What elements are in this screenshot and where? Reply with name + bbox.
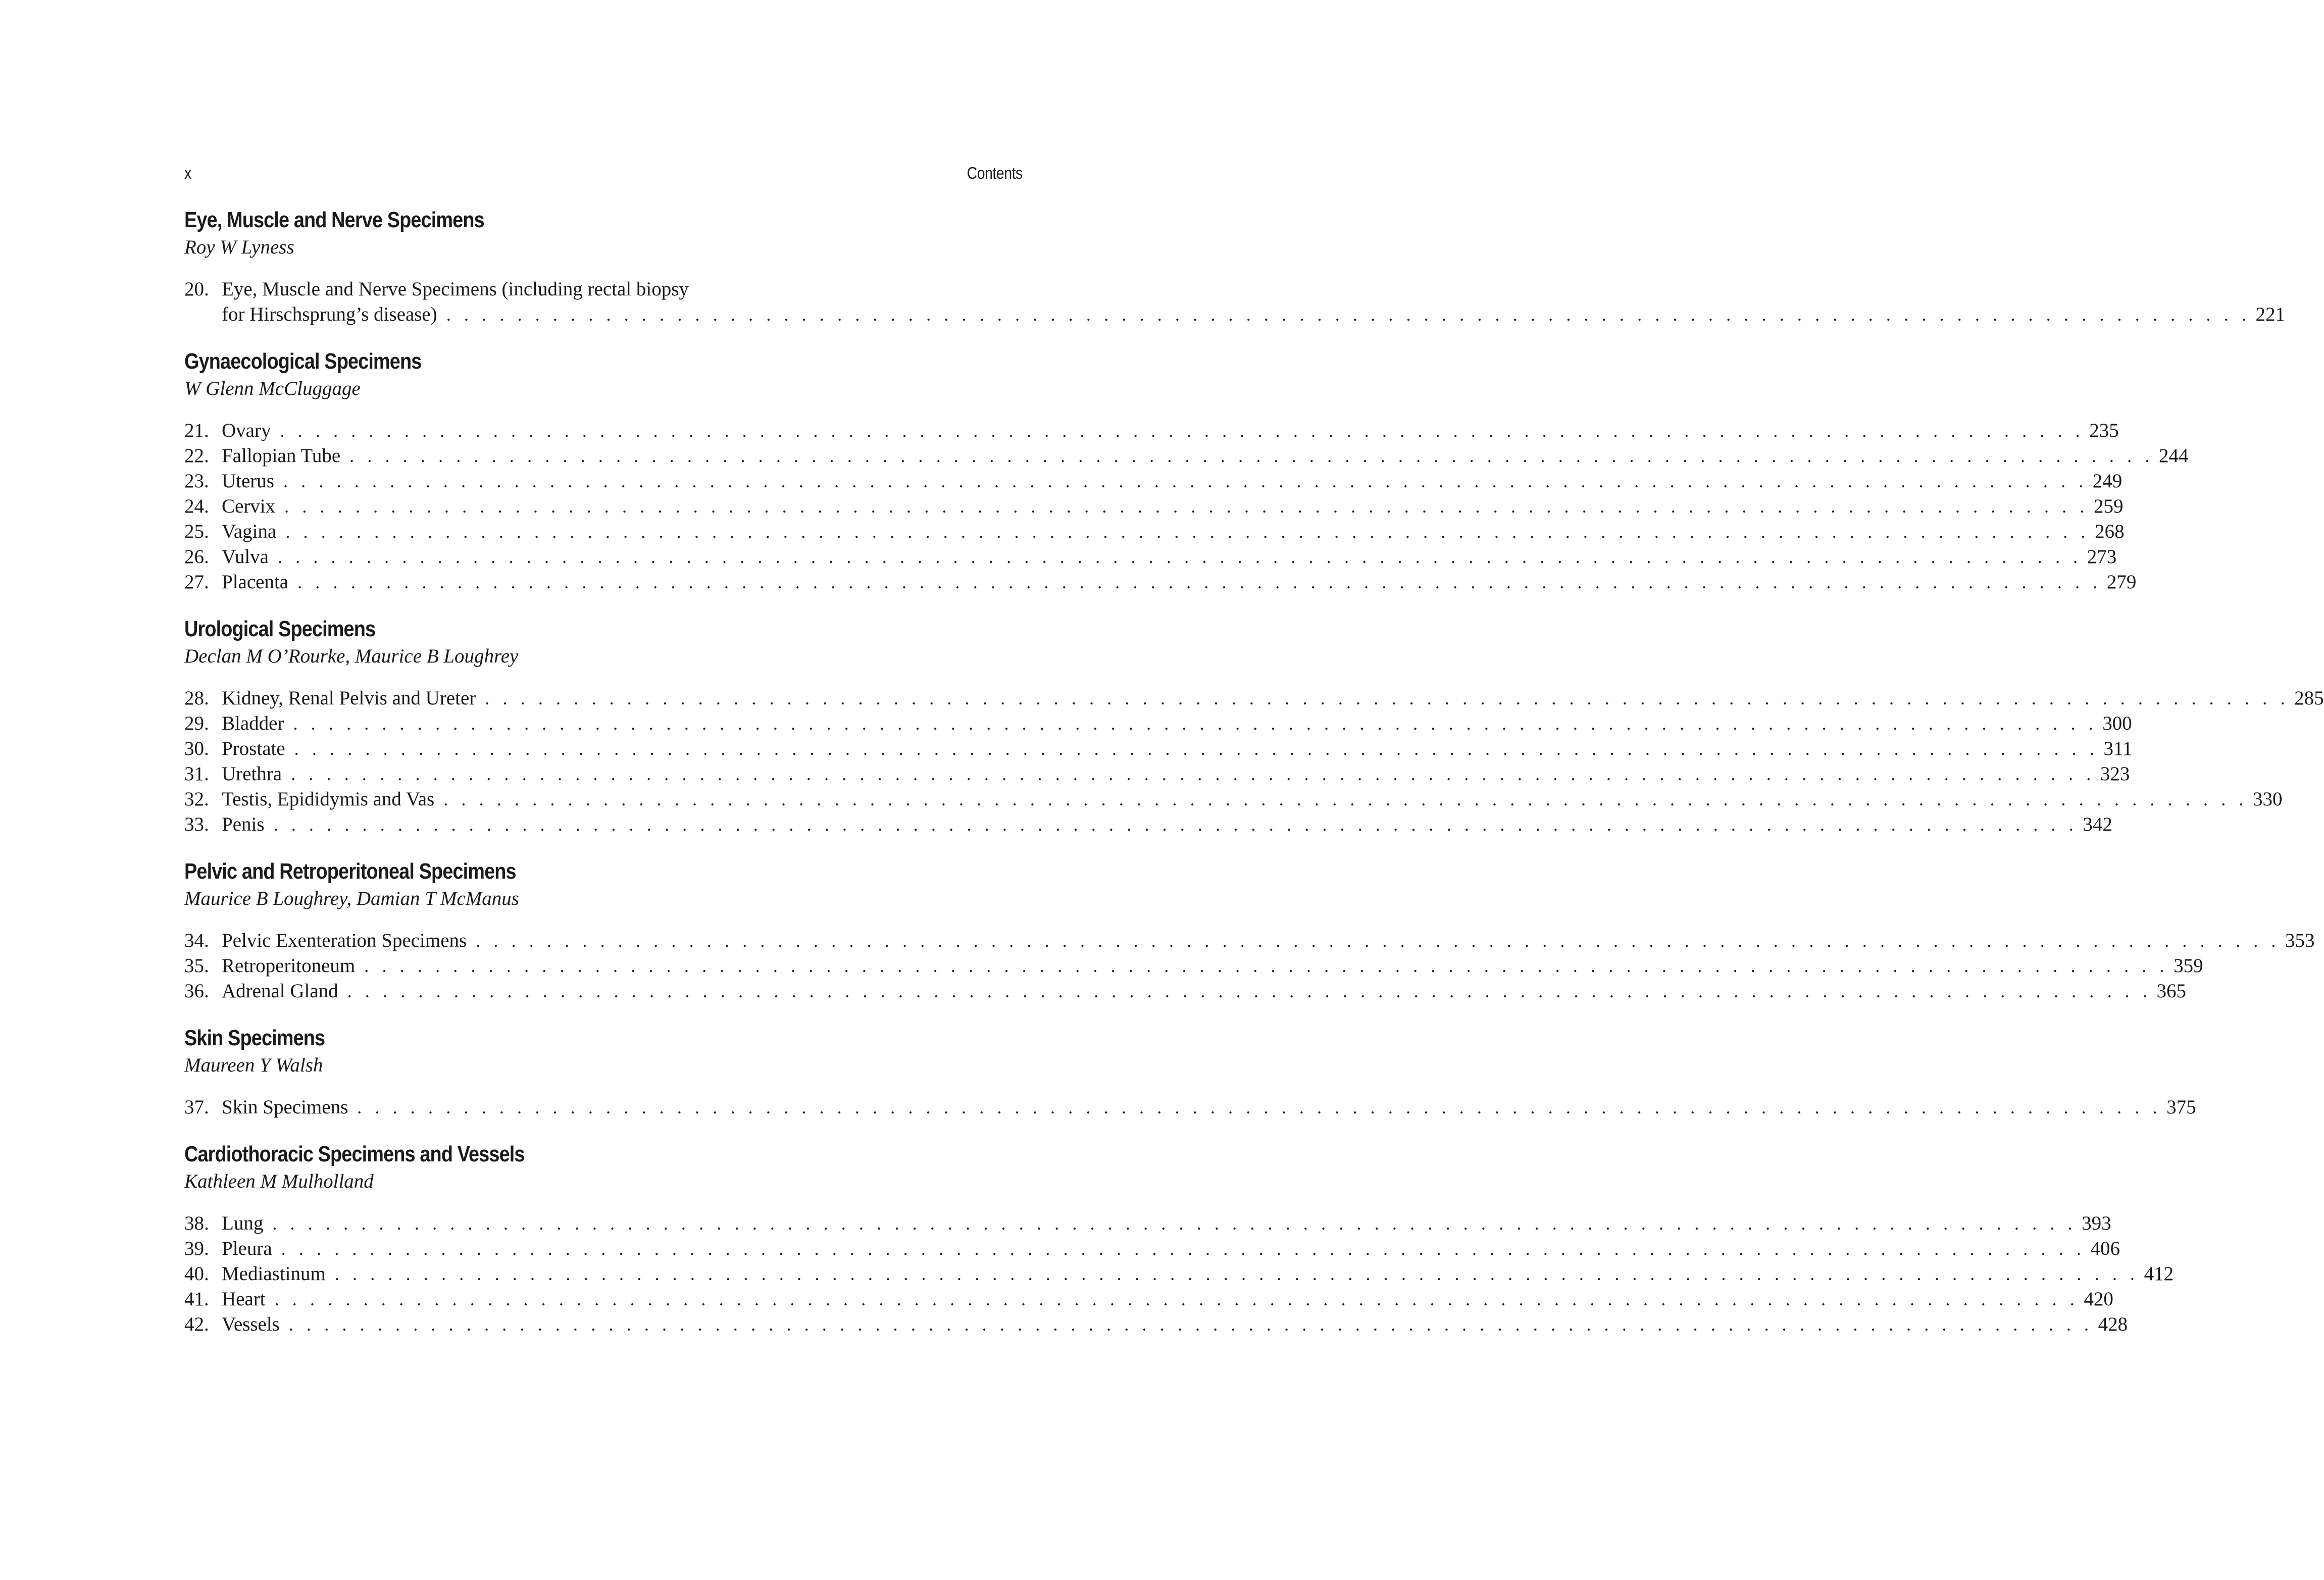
section-authors: Maurice B Loughrey, Damian T McManus — [184, 888, 519, 909]
toc-entry[interactable] — [184, 736, 2133, 761]
chapter-number: 37. — [184, 1096, 209, 1118]
dot-leader: . . . . . . . . . . . . . . . . . . . . . . . . . . . . . . . . . . . . . . . . . . . . . . . . . . . . . . . . . . . . . . . . . . . . . . . . . . . . . . . . . . . . . . . . . . . . . . . . . . . . . . — [476, 931, 2281, 951]
chapter-title-line1: Eye, Muscle and Nerve Specimens (including rectal biopsy — [222, 278, 689, 300]
toc-section — [184, 1024, 2196, 1120]
toc-list — [184, 1211, 2174, 1337]
toc-entry[interactable] — [184, 1261, 2174, 1287]
chapter-title: Testis, Epididymis and Vas — [222, 788, 435, 810]
dot-leader: . . . . . . . . . . . . . . . . . . . . . . . . . . . . . . . . . . . . . . . . . . . . . . . . . . . . . . . . . . . . . . . . . . . . . . . . . . . . . . . . . . . . . . . . . . . . . . . . . . . . . . — [273, 814, 2078, 835]
dot-leader: . . . . . . . . . . . . . . . . . . . . . . . . . . . . . . . . . . . . . . . . . . . . . . . . . . . . . . . . . . . . . . . . . . . . . . . . . . . . . . . . . . . . . . . . . . . . . . . . . . . . . . — [274, 1289, 2079, 1309]
chapter-title: Placenta — [222, 571, 289, 593]
page-number: 330 — [2253, 788, 2283, 810]
dot-leader: . . . . . . . . . . . . . . . . . . . . . . . . . . . . . . . . . . . . . . . . . . . . . . . . . . . . . . . . . . . . . . . . . . . . . . . . . . . . . . . . . . . . . . . . . . . . . . . . . . . . . . — [347, 981, 2152, 1001]
chapter-number: 35. — [184, 955, 209, 977]
chapter-number: 31. — [184, 763, 209, 785]
toc-entry[interactable] — [184, 570, 2137, 595]
chapter-number: 24. — [184, 495, 209, 517]
toc-entry[interactable] — [184, 519, 2125, 544]
page-number: 279 — [2106, 571, 2137, 593]
toc-entry[interactable] — [184, 1236, 2120, 1261]
chapter-title: Mediastinum — [222, 1263, 326, 1285]
dot-leader: . . . . . . . . . . . . . . . . . . . . . . . . . . . . . . . . . . . . . . . . . . . . . . . . . . . . . . . . . . . . . . . . . . . . . . . . . . . . . . . . . . . . . . . . . . . . . . . . . . . . . . — [272, 1213, 2077, 1234]
chapter-title: Bladder — [222, 712, 284, 734]
chapter-title: for Hirschsprung’s disease) — [222, 303, 437, 325]
running-title: Contents — [967, 164, 1023, 182]
page-number: 342 — [2083, 813, 2112, 835]
toc-entry[interactable] — [184, 812, 2112, 837]
section-authors: W Glenn McCluggage — [184, 378, 361, 399]
toc-entry[interactable] — [184, 761, 2130, 787]
page-number: 249 — [2092, 470, 2123, 492]
contents-page — [184, 161, 2324, 1337]
toc-entry[interactable] — [184, 787, 2283, 812]
chapter-number: 36. — [184, 980, 209, 1002]
toc-entry[interactable] — [184, 1287, 2113, 1312]
page-number: 244 — [2158, 445, 2189, 467]
toc-entry[interactable] — [184, 1211, 2111, 1236]
toc-entry[interactable] — [184, 928, 2315, 953]
dot-leader: . . . . . . . . . . . . . . . . . . . . . . . . . . . . . . . . . . . . . . . . . . . . . . . . . . . . . . . . . . . . . . . . . . . . . . . . . . . . . . . . . . . . . . . . . . . . . . . . . . . . . . — [283, 471, 2088, 491]
dot-leader: . . . . . . . . . . . . . . . . . . . . . . . . . . . . . . . . . . . . . . . . . . . . . . . . . . . . . . . . . . . . . . . . . . . . . . . . . . . . . . . . . . . . . . . . . . . . . . . . . . . . . . — [364, 956, 2169, 976]
chapter-title: Ovary — [222, 420, 271, 441]
page-number: 393 — [2082, 1212, 2111, 1234]
page-number: 406 — [2090, 1238, 2120, 1259]
chapter-title: Heart — [222, 1288, 266, 1310]
toc-entry[interactable] — [184, 443, 2189, 469]
chapter-title: Fallopian Tube — [222, 445, 341, 467]
section-title: Skin Specimens — [184, 1026, 325, 1050]
toc-section — [184, 206, 2286, 327]
dot-leader: . . . . . . . . . . . . . . . . . . . . . . . . . . . . . . . . . . . . . . . . . . . . . . . . . . . . . . . . . . . . . . . . . . . . . . . . . . . . . . . . . . . . . . . . . . . . . . . . . . . . . . — [334, 1264, 2139, 1284]
dot-leader: . . . . . . . . . . . . . . . . . . . . . . . . . . . . . . . . . . . . . . . . . . . . . . . . . . . . . . . . . . . . . . . . . . . . . . . . . . . . . . . . . . . . . . . . . . . . . . . . . . . . . . — [288, 1314, 2093, 1335]
section-authors: Kathleen M Mulholland — [184, 1170, 374, 1192]
dot-leader: . . . . . . . . . . . . . . . . . . . . . . . . . . . . . . . . . . . . . . . . . . . . . . . . . . . . . . . . . . . . . . . . . . . . . . . . . . . . . . . . . . . . . . . . . . . . . . . . . . . . . . — [285, 522, 2090, 542]
dot-leader: . . . . . . . . . . . . . . . . . . . . . . . . . . . . . . . . . . . . . . . . . . . . . . . . . . . . . . . . . . . . . . . . . . . . . . . . . . . . . . . . . . . . . . . . . . . . . . . . . . . . . . — [357, 1097, 2162, 1117]
chapter-title: Urethra — [222, 763, 282, 785]
chapter-title: Prostate — [222, 738, 285, 759]
toc-list — [184, 1095, 2196, 1120]
section-title: Cardiothoracic Specimens and Vessels — [184, 1142, 525, 1166]
section-title: Eye, Muscle and Nerve Specimens — [184, 208, 484, 232]
page-number: 311 — [2103, 738, 2133, 759]
chapter-number: 32. — [184, 788, 209, 810]
page-number: 359 — [2174, 955, 2203, 977]
chapter-number: 26. — [184, 546, 209, 568]
chapter-number: 30. — [184, 738, 209, 759]
page-number: 268 — [2095, 521, 2125, 542]
toc-section — [184, 1140, 2174, 1337]
dot-leader: . . . . . . . . . . . . . . . . . . . . . . . . . . . . . . . . . . . . . . . . . . . . . . . . . . . . . . . . . . . . . . . . . . . . . . . . . . . . . . . . . . . . . . . . . . . . . . . . . . . . . . — [291, 764, 2095, 784]
toc-entry[interactable] — [184, 1095, 2196, 1120]
chapter-number: 38. — [184, 1212, 209, 1234]
toc-entry[interactable] — [184, 277, 2286, 327]
chapter-number: 33. — [184, 813, 209, 835]
chapter-number: 27. — [184, 571, 209, 593]
dot-leader: . . . . . . . . . . . . . . . . . . . . . . . . . . . . . . . . . . . . . . . . . . . . . . . . . . . . . . . . . . . . . . . . . . . . . . . . . . . . . . . . . . . . . . . . . . . . . . . . . . . . . . — [485, 688, 2290, 708]
chapter-title: Kidney, Renal Pelvis and Ureter — [222, 687, 476, 709]
chapter-title: Vagina — [222, 521, 277, 542]
chapter-title: Skin Specimens — [222, 1096, 348, 1118]
section-title: Pelvic and Retroperitoneal Specimens — [184, 859, 516, 884]
page-number: 285 — [2294, 687, 2324, 709]
chapter-number: 21. — [184, 420, 209, 441]
section-title: Gynaecological Specimens — [184, 349, 422, 374]
chapter-title: Vessels — [222, 1313, 280, 1335]
dot-leader: . . . . . . . . . . . . . . . . . . . . . . . . . . . . . . . . . . . . . . . . . . . . . . . . . . . . . . . . . . . . . . . . . . . . . . . . . . . . . . . . . . . . . . . . . . . . . . . . . . . . . . — [277, 547, 2082, 567]
chapter-title: Adrenal Gland — [222, 980, 338, 1002]
section-authors: Roy W Lyness — [184, 236, 294, 258]
toc-entry[interactable] — [184, 979, 2186, 1004]
chapter-number: 22. — [184, 445, 209, 467]
chapter-title: Uterus — [222, 470, 274, 492]
dot-leader: . . . . . . . . . . . . . . . . . . . . . . . . . . . . . . . . . . . . . . . . . . . . . . . . . . . . . . . . . . . . . . . . . . . . . . . . . . . . . . . . . . . . . . . . . . . . . . . . . . . . . . — [280, 421, 2085, 441]
chapter-number: 41. — [184, 1288, 209, 1310]
section-authors: Declan M O’Rourke, Maurice B Loughrey — [184, 645, 519, 667]
section-authors: Maureen Y Walsh — [184, 1054, 323, 1076]
page-number: 353 — [2285, 930, 2315, 951]
chapter-number: 20. — [184, 278, 209, 300]
toc-entry[interactable] — [184, 469, 2123, 494]
page-number: 273 — [2087, 546, 2117, 568]
page-number: 428 — [2098, 1313, 2128, 1335]
dot-leader: . . . . . . . . . . . . . . . . . . . . . . . . . . . . . . . . . . . . . . . . . . . . . . . . . . . . . . . . . . . . . . . . . . . . . . . . . . . . . . . . . . . . . . . . . . . . . . . . . . . . . . — [293, 713, 2098, 734]
toc-section — [184, 347, 2189, 595]
toc-list — [184, 418, 2189, 595]
toc-entry[interactable] — [184, 953, 2203, 979]
toc-section — [184, 615, 2324, 837]
toc-entry[interactable] — [184, 686, 2324, 711]
chapter-number: 29. — [184, 712, 209, 734]
page-folio: x — [184, 164, 191, 182]
toc-list — [184, 277, 2286, 327]
page-number: 375 — [2166, 1096, 2196, 1118]
chapter-number: 23. — [184, 470, 209, 492]
chapter-title: Pelvic Exenteration Specimens — [222, 930, 467, 951]
section-title: Urological Specimens — [184, 617, 376, 641]
page-number: 300 — [2102, 712, 2132, 734]
page-number: 365 — [2156, 980, 2186, 1002]
page-number: 259 — [2093, 495, 2124, 517]
toc-list — [184, 686, 2324, 837]
chapter-number: 40. — [184, 1263, 209, 1285]
chapter-number: 39. — [184, 1238, 209, 1259]
toc-list — [184, 928, 2315, 1004]
chapter-title: Vulva — [222, 546, 269, 568]
page-number: 412 — [2144, 1263, 2174, 1285]
toc-entry[interactable] — [184, 1312, 2128, 1337]
dot-leader: . . . . . . . . . . . . . . . . . . . . . . . . . . . . . . . . . . . . . . . . . . . . . . . . . . . . . . . . . . . . . . . . . . . . . . . . . . . . . . . . . . . . . . . . . . . . . . . . . . . . . . — [446, 304, 2251, 325]
chapter-title: Lung — [222, 1212, 264, 1234]
chapter-title: Penis — [222, 813, 265, 835]
chapter-number: 34. — [184, 930, 209, 951]
dot-leader: . . . . . . . . . . . . . . . . . . . . . . . . . . . . . . . . . . . . . . . . . . . . . . . . . . . . . . . . . . . . . . . . . . . . . . . . . . . . . . . . . . . . . . . . . . . . . . . . . . . . . . — [294, 739, 2099, 759]
dot-leader: . . . . . . . . . . . . . . . . . . . . . . . . . . . . . . . . . . . . . . . . . . . . . . . . . . . . . . . . . . . . . . . . . . . . . . . . . . . . . . . . . . . . . . . . . . . . . . . . . . . . . . — [297, 572, 2102, 592]
chapter-title: Cervix — [222, 495, 276, 517]
page-number: 235 — [2089, 420, 2119, 441]
chapter-number: 42. — [184, 1313, 209, 1335]
page-number: 221 — [2255, 303, 2286, 325]
toc-entry[interactable] — [184, 711, 2132, 736]
chapter-number: 25. — [184, 521, 209, 542]
dot-leader: . . . . . . . . . . . . . . . . . . . . . . . . . . . . . . . . . . . . . . . . . . . . . . . . . . . . . . . . . . . . . . . . . . . . . . . . . . . . . . . . . . . . . . . . . . . . . . . . . . . . . . — [284, 496, 2089, 517]
toc-entry[interactable] — [184, 544, 2117, 570]
chapter-number: 28. — [184, 687, 209, 709]
chapter-title: Retroperitoneum — [222, 955, 356, 977]
chapter-title: Pleura — [222, 1238, 272, 1259]
dot-leader: . . . . . . . . . . . . . . . . . . . . . . . . . . . . . . . . . . . . . . . . . . . . . . . . . . . . . . . . . . . . . . . . . . . . . . . . . . . . . . . . . . . . . . . . . . . . . . . . . . . . . . — [349, 446, 2154, 466]
toc-entry[interactable] — [184, 418, 2119, 443]
page-number: 420 — [2084, 1288, 2113, 1310]
dot-leader: . . . . . . . . . . . . . . . . . . . . . . . . . . . . . . . . . . . . . . . . . . . . . . . . . . . . . . . . . . . . . . . . . . . . . . . . . . . . . . . . . . . . . . . . . . . . . . . . . . . . . . — [281, 1239, 2086, 1259]
page-number: 323 — [2100, 763, 2130, 785]
toc-section — [184, 857, 2315, 1004]
running-head — [184, 161, 1023, 186]
dot-leader: . . . . . . . . . . . . . . . . . . . . . . . . . . . . . . . . . . . . . . . . . . . . . . . . . . . . . . . . . . . . . . . . . . . . . . . . . . . . . . . . . . . . . . . . . . . . . . . . . . . . . . — [443, 789, 2248, 809]
toc-entry[interactable] — [184, 494, 2124, 519]
